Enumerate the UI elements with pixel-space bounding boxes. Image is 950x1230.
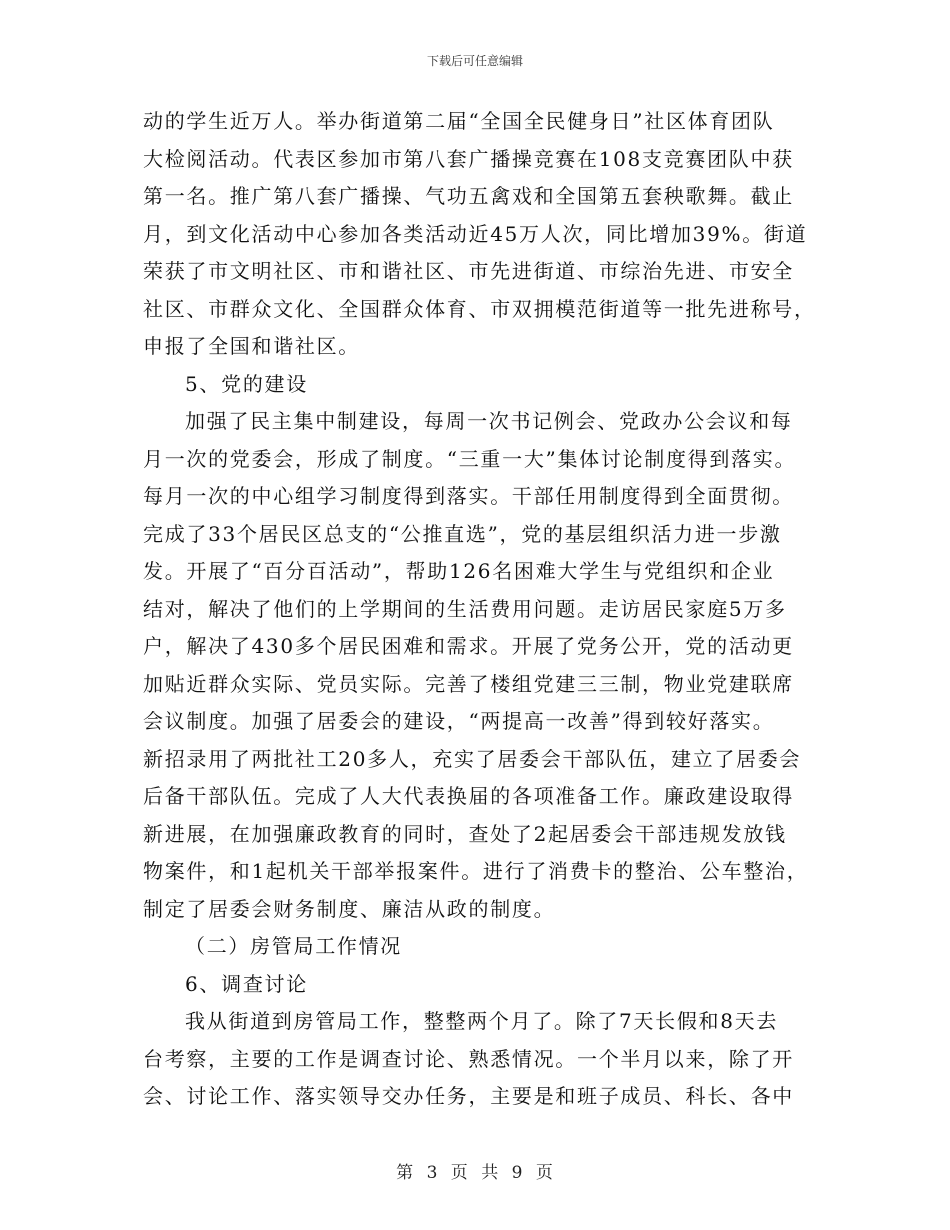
page-footer [0,1158,950,1183]
body-line: 动的学生近万人。举办街道第二届“全国全民健身日”社区体育团队 [143,109,775,133]
body-line: 大检阅活动。代表区参加市第八套广播操竞赛在108支竞赛团队中获 [143,146,794,171]
body-line: 加强了民主集中制建设，每周一次书记例会、党政办公会议和每 [185,409,793,433]
page-header: 下载后可任意编辑 [426,54,523,68]
body-line: 户，解决了430多个居民困难和需求。开展了党务公开，党的活动更 [143,634,794,658]
body-line: 月一次的党委会，形成了制度。“三重一大”集体讨论制度得到落实。 [143,446,797,471]
section-heading: 5、党的建设 [185,371,308,396]
footer-page-label: 页 [450,1163,469,1183]
body-line: 第一名。推广第八套广播操、气功五禽戏和全国第五套秧歌舞。截止 [143,184,794,208]
document-body [143,103,816,1116]
body-line: 台考察，主要的工作是调查讨论、熟悉情况。一个半月以来，除了开 [143,1046,794,1071]
body-line: 加贴近群众实际、党员实际。完善了楼组党建三三制，物业党建联席 [143,671,794,696]
footer-page-number: 3 [426,1163,439,1183]
body-line: 完成了33个居民区总支的“公推直选”，党的基层组织活力进一步激 [143,521,782,546]
body-line: 后备干部队伍。完成了人大代表换届的各项准备工作。廉政建设取得 [143,784,794,808]
section-heading: （二）房管局工作情况 [185,934,402,958]
footer-total-label: 共 [481,1163,500,1183]
body-line: 结对，解决了他们的上学期间的生活费用问题。走访居民家庭5万多 [143,596,787,621]
body-line: 荣获了市文明社区、市和谐社区、市先进街道、市综治先进、市安全 [143,259,794,283]
body-line: 申报了全国和谐社区。 [143,334,360,358]
body-line: 发。开展了“百分百活动”，帮助126名困难大学生与党组织和企业 [143,559,775,583]
body-line: 会、讨论工作、落实领导交办任务，主要是和班子成员、科长、各中 [143,1084,794,1108]
footer-page-label: 第 [396,1163,415,1183]
section-heading: 6、调查讨论 [185,971,308,996]
body-line: 每月一次的中心组学习制度得到落实。干部任用制度得到全面贯彻。 [143,484,794,508]
body-line: 月，到文化活动中心参加各类活动近45万人次，同比增加39%。街道 [143,221,808,246]
footer-page-label: 页 [535,1163,554,1183]
body-line: 制定了居委会财务制度、廉洁从政的制度。 [143,896,556,921]
body-line: 物案件，和1起机关干部举报案件。进行了消费卡的整治、公车整治， [143,859,809,883]
body-line: 新招录用了两批社工20多人，充实了居委会干部队伍，建立了居委会 [143,746,802,771]
footer-total-pages: 9 [511,1163,524,1183]
body-line: 社区、市群众文化、全国群众体育、市双拥模范街道等一批先进称号， [143,296,816,321]
body-line: 会议制度。加强了居委会的建设，“两提高一改善”得到较好落实。 [143,709,775,733]
body-line: 我从街道到房管局工作，整整两个月了。除了7天长假和8天去 [185,1009,779,1033]
body-line: 新进展，在加强廉政教育的同时，查处了2起居委会干部违规发放钱 [143,821,787,846]
